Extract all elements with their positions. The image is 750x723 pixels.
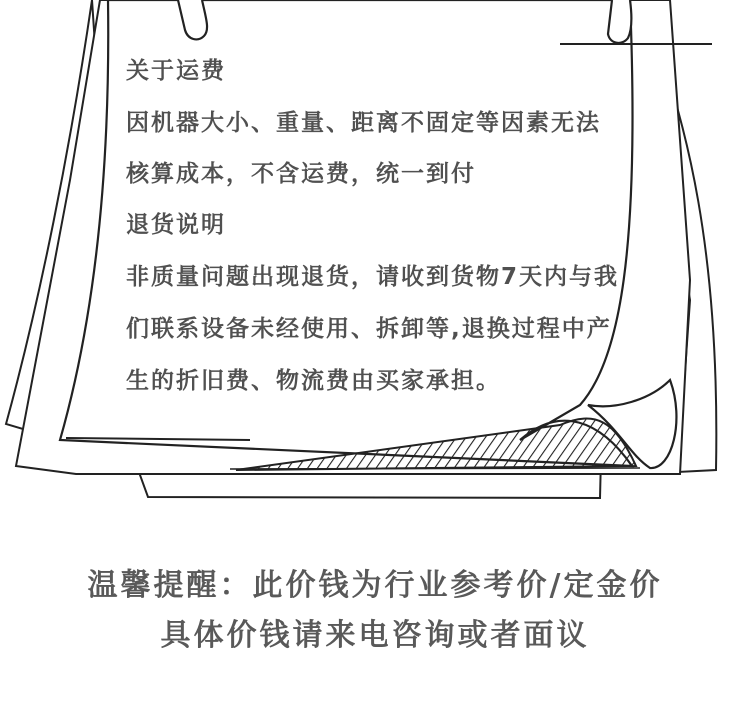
reminder-line-2: 具体价钱请来电咨询或者面议 <box>160 618 590 653</box>
right-clip-icon <box>608 0 631 43</box>
shipping-heading: 关于运费 <box>126 58 226 84</box>
edge-line-lower <box>230 468 640 469</box>
returns-heading: 退货说明 <box>126 212 226 238</box>
shipping-line-1: 因机器大小、重量、距离不固定等因素无法 <box>126 110 601 136</box>
returns-line-3: 生的折旧费、物流费由买家承担。 <box>126 368 501 394</box>
returns-line-1: 非质量问题出现退货，请收到货物7天内与我 <box>126 264 620 290</box>
returns-line-2: 们联系设备未经使用、拆卸等,退换过程中产 <box>126 316 612 342</box>
shipping-line-2: 核算成本，不含运费，统一到付 <box>126 161 476 187</box>
reminder-line-1: 温馨提醒：此价钱为行业参考价/定金价 <box>87 568 663 603</box>
